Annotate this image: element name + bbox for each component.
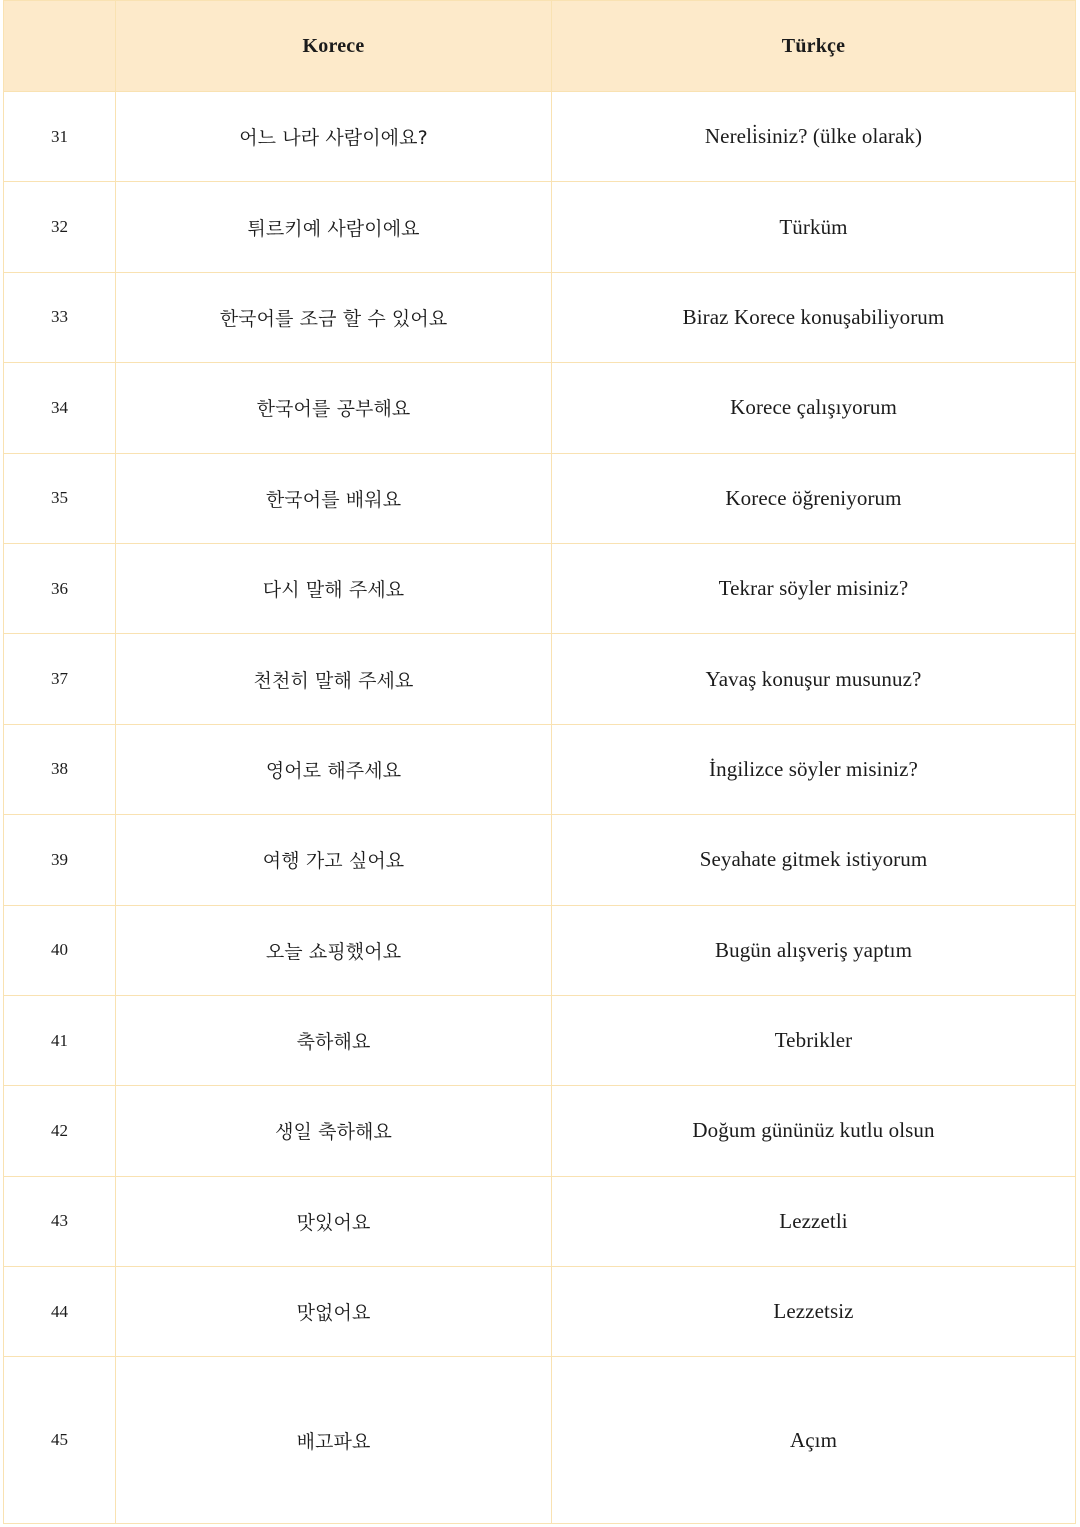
korean-phrase: 축하해요 bbox=[116, 995, 552, 1085]
table-row bbox=[4, 363, 1076, 453]
table-row bbox=[4, 1176, 1076, 1266]
turkish-translation: Tekrar söyler misiniz? bbox=[552, 543, 1076, 633]
row-number: 32 bbox=[4, 182, 116, 272]
turkish-translation: Seyahate gitmek istiyorum bbox=[552, 815, 1076, 905]
table-row bbox=[4, 1357, 1076, 1524]
row-number: 31 bbox=[4, 92, 116, 182]
korean-phrase: 여행 가고 싶어요 bbox=[116, 815, 552, 905]
table-row bbox=[4, 724, 1076, 814]
turkish-translation: Açım bbox=[552, 1357, 1076, 1524]
turkish-translation: Biraz Korece konuşabiliyorum bbox=[552, 272, 1076, 362]
column-header-turkish: Türkçe bbox=[552, 1, 1076, 92]
table-body bbox=[4, 92, 1076, 1524]
row-number: 40 bbox=[4, 905, 116, 995]
row-number: 39 bbox=[4, 815, 116, 905]
turkish-translation: Yavaş konuşur musunuz? bbox=[552, 634, 1076, 724]
row-number: 44 bbox=[4, 1267, 116, 1357]
korean-phrase: 한국어를 배워요 bbox=[116, 453, 552, 543]
table-row bbox=[4, 905, 1076, 995]
row-number: 38 bbox=[4, 724, 116, 814]
table-row bbox=[4, 543, 1076, 633]
table-row bbox=[4, 1086, 1076, 1176]
table-row bbox=[4, 995, 1076, 1085]
turkish-translation: Lezzetli bbox=[552, 1176, 1076, 1266]
korean-turkish-vocabulary-table bbox=[3, 0, 1076, 1524]
row-number: 33 bbox=[4, 272, 116, 362]
turkish-translation: Nereli̇siniz? (ülke olarak) bbox=[552, 92, 1076, 182]
row-number: 36 bbox=[4, 543, 116, 633]
column-header-number bbox=[4, 1, 116, 92]
row-number: 34 bbox=[4, 363, 116, 453]
row-number: 45 bbox=[4, 1357, 116, 1524]
korean-phrase: 한국어를 공부해요 bbox=[116, 363, 552, 453]
korean-phrase: 맛있어요 bbox=[116, 1176, 552, 1266]
korean-phrase: 튀르키예 사람이에요 bbox=[116, 182, 552, 272]
korean-phrase: 생일 축하해요 bbox=[116, 1086, 552, 1176]
korean-phrase: 배고파요 bbox=[116, 1357, 552, 1524]
table-row bbox=[4, 92, 1076, 182]
row-number: 35 bbox=[4, 453, 116, 543]
turkish-translation: Korece çalışıyorum bbox=[552, 363, 1076, 453]
table-row bbox=[4, 1267, 1076, 1357]
row-number: 41 bbox=[4, 995, 116, 1085]
header-row bbox=[4, 1, 1076, 92]
row-number: 37 bbox=[4, 634, 116, 724]
table-row bbox=[4, 272, 1076, 362]
column-header-korean: Korece bbox=[116, 1, 552, 92]
row-number: 43 bbox=[4, 1176, 116, 1266]
korean-phrase: 다시 말해 주세요 bbox=[116, 543, 552, 633]
row-number: 42 bbox=[4, 1086, 116, 1176]
korean-phrase: 천천히 말해 주세요 bbox=[116, 634, 552, 724]
turkish-translation: Türküm bbox=[552, 182, 1076, 272]
korean-phrase: 오늘 쇼핑했어요 bbox=[116, 905, 552, 995]
turkish-translation: Tebrikler bbox=[552, 995, 1076, 1085]
turkish-translation: Doğum gününüz kutlu olsun bbox=[552, 1086, 1076, 1176]
korean-phrase: 한국어를 조금 할 수 있어요 bbox=[116, 272, 552, 362]
turkish-translation: Bugün alışveriş yaptım bbox=[552, 905, 1076, 995]
table-row bbox=[4, 634, 1076, 724]
korean-phrase: 어느 나라 사람이에요? bbox=[116, 92, 552, 182]
turkish-translation: Korece öğreniyorum bbox=[552, 453, 1076, 543]
table-row bbox=[4, 182, 1076, 272]
turkish-translation: Lezzetsiz bbox=[552, 1267, 1076, 1357]
korean-phrase: 영어로 해주세요 bbox=[116, 724, 552, 814]
turkish-translation: İngilizce söyler misiniz? bbox=[552, 724, 1076, 814]
table-row bbox=[4, 453, 1076, 543]
korean-phrase: 맛없어요 bbox=[116, 1267, 552, 1357]
table-row bbox=[4, 815, 1076, 905]
table-header bbox=[4, 1, 1076, 92]
